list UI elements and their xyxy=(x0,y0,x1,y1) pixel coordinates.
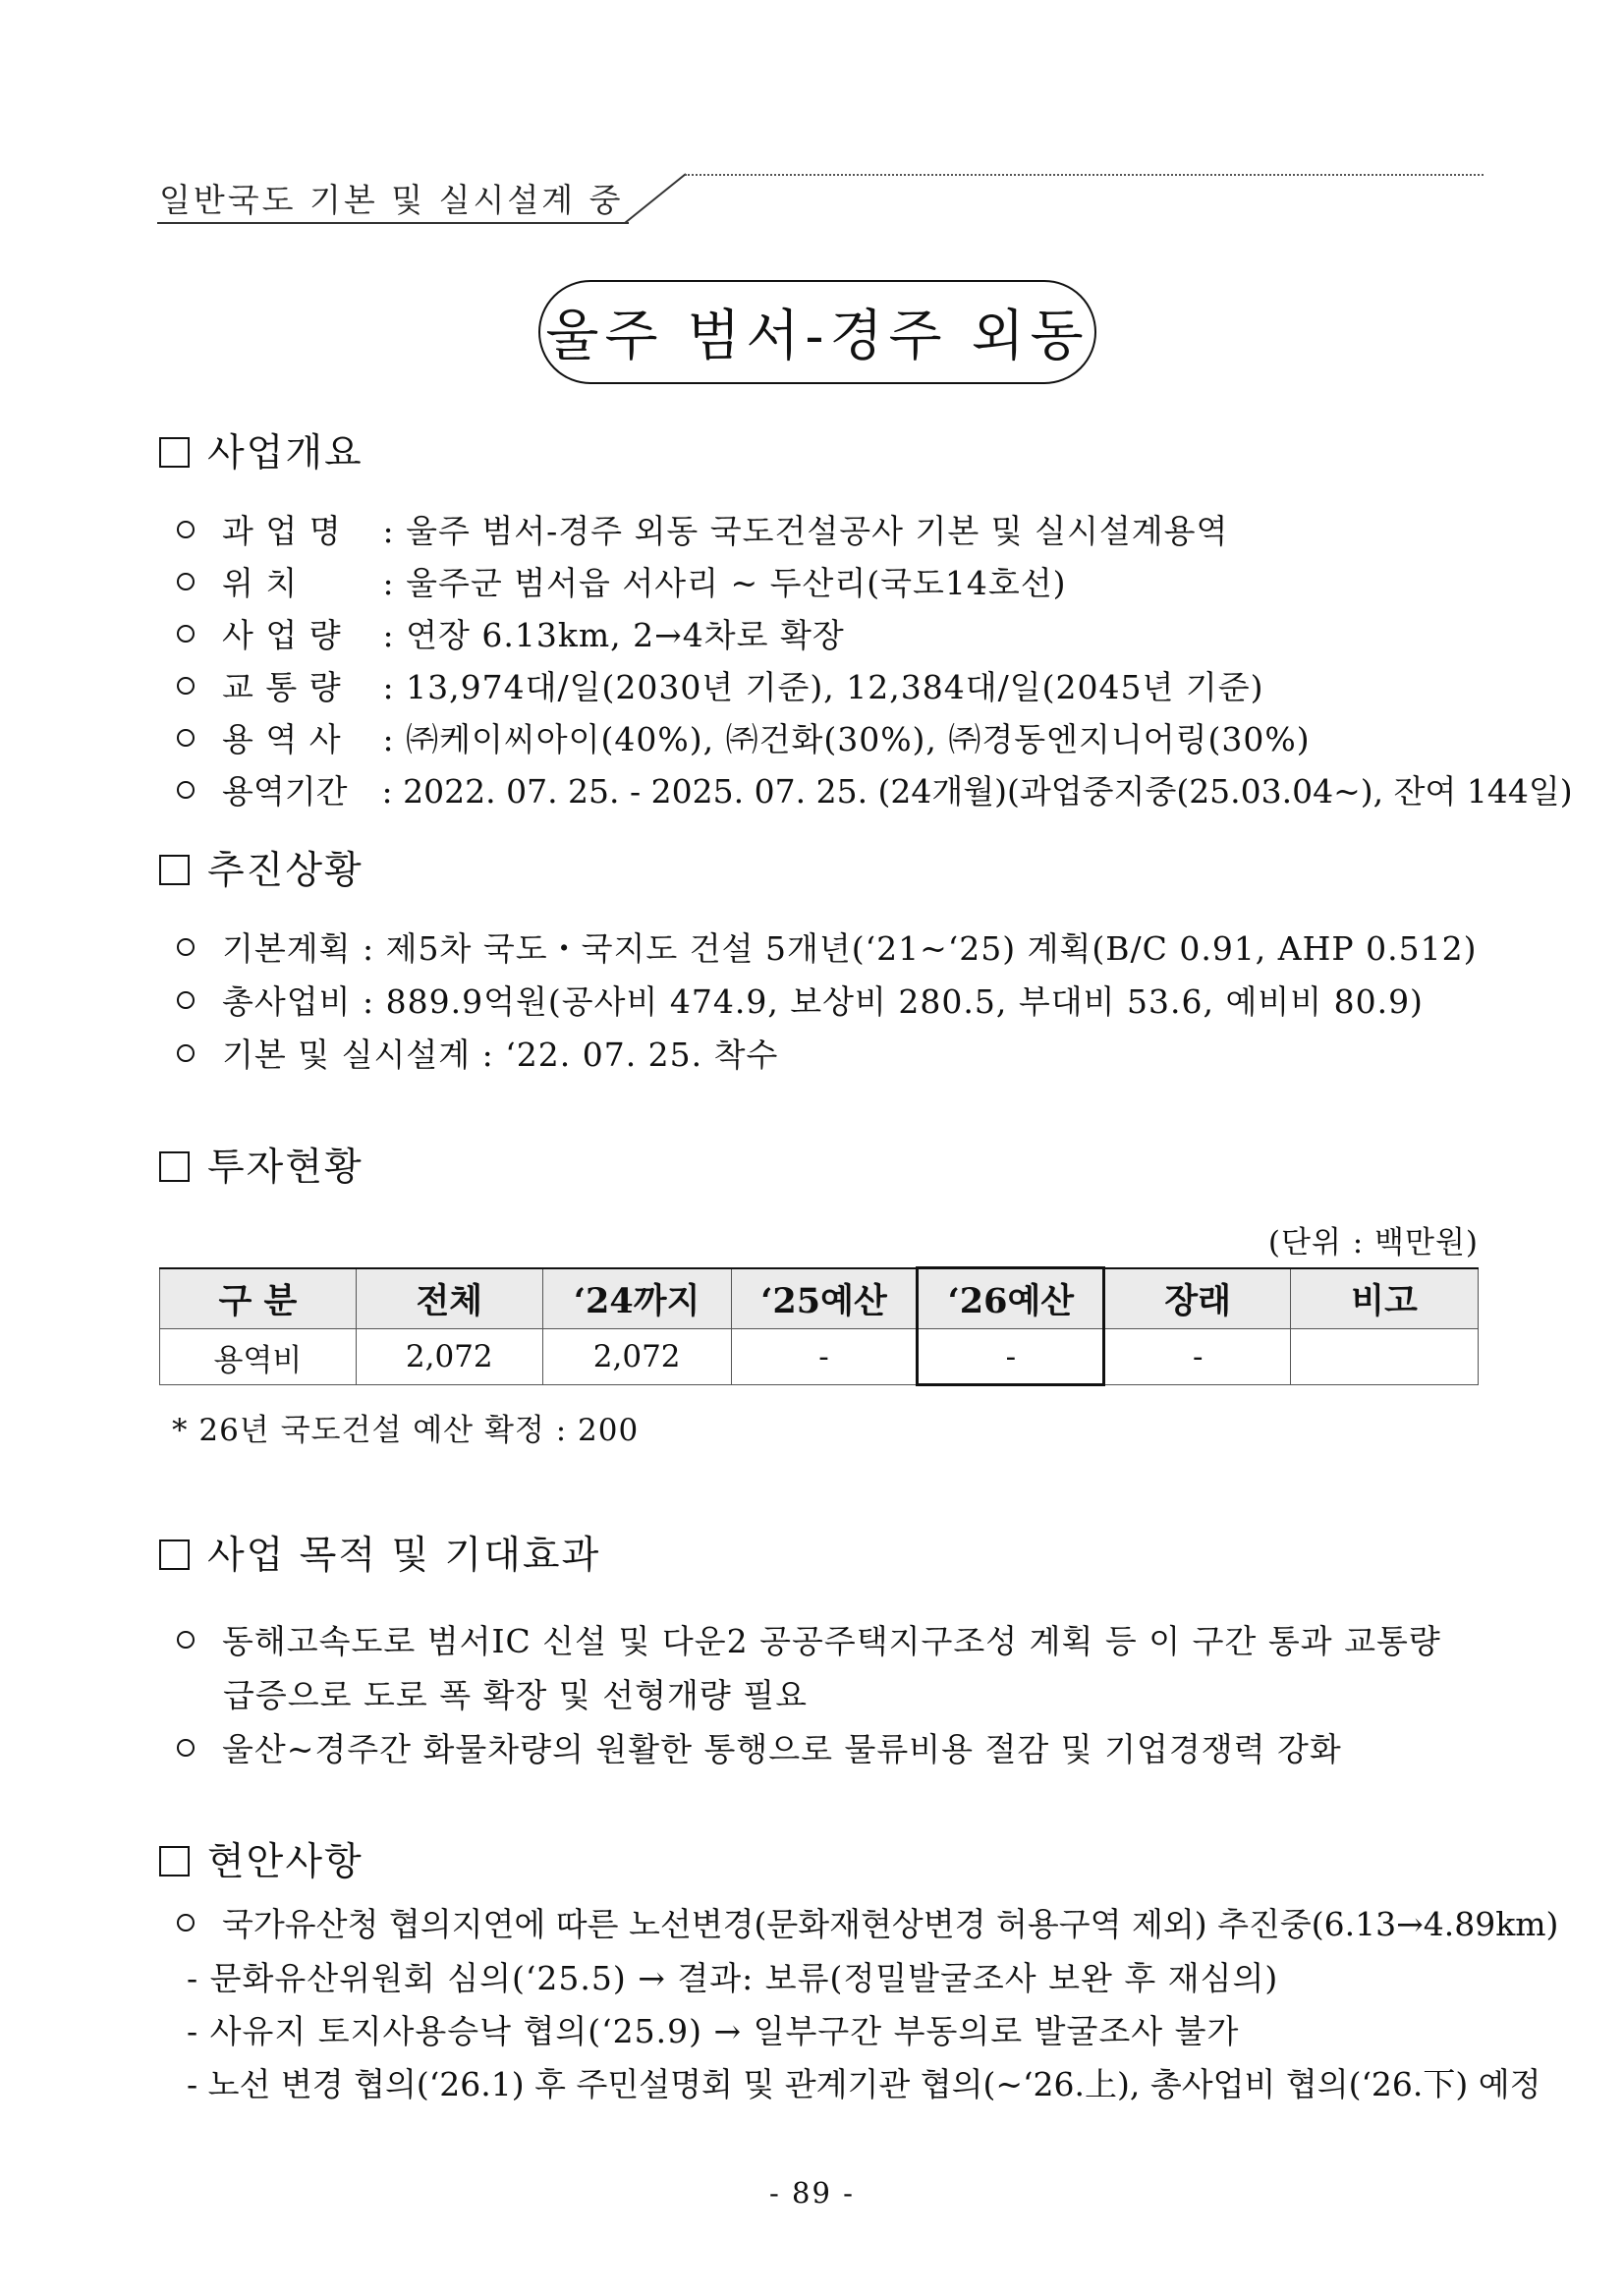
section-heading: 사업개요 xyxy=(207,431,364,476)
section-heading: 사업 목적 및 기대효과 xyxy=(207,1534,601,1578)
item-value: 13,974대/일(2030년 기준), 12,384대/일(2045년 기준) xyxy=(406,668,1264,706)
issues-subitem: - 노선 변경 협의(‘26.1) 후 주민설명회 및 관계기관 협의(~‘26.上), 총사업비 협의(‘26.下) 예정 xyxy=(187,2065,1541,2103)
table-cell: 용역비 xyxy=(160,1329,357,1385)
table-cell xyxy=(1291,1329,1479,1385)
header-underline xyxy=(157,222,629,224)
table-header-cell: ‘24까지 xyxy=(542,1268,731,1329)
table-cell: 2,072 xyxy=(356,1329,542,1385)
table-header-cell: 비고 xyxy=(1291,1268,1479,1329)
item-label: 과 업 명 xyxy=(222,512,342,550)
overview-item: 위 치 : 울주군 범서읍 서사리 ~ 두산리(국도14호선) xyxy=(177,558,1067,604)
issues-subitem: - 문화유산위원회 심의(‘25.5) → 결과: 보류(정밀발굴조사 보완 후 재심의) xyxy=(187,1959,1279,1997)
item-label: 총사업비 xyxy=(222,982,352,1021)
item-value: ‘22. 07. 25. 착수 xyxy=(505,1036,779,1074)
page-number: - 89 - xyxy=(769,2176,855,2210)
issues-item xyxy=(177,1899,1558,1945)
item-label: 기본계획 xyxy=(222,929,352,968)
section-issues xyxy=(159,1831,364,1886)
table-cell: 2,072 xyxy=(542,1329,731,1385)
unit-label: (단위 : 백만원) xyxy=(1267,1225,1479,1260)
item-label: 교 통 량 xyxy=(222,668,342,706)
circle-bullet-icon xyxy=(177,938,195,956)
circle-bullet-icon xyxy=(177,1631,195,1649)
section-progress xyxy=(159,840,364,895)
overview-item: 과 업 명 : 울주 범서-경주 외동 국도건설공사 기본 및 실시설계용역 xyxy=(177,506,1228,552)
progress-item: 기본계획 : 제5차 국도・국지도 건설 5개년(‘21~‘25) 계획(B/C 0.91, AHP 0.512) xyxy=(177,924,1477,970)
item-value: ㈜케이씨아이(40%), ㈜건화(30%), ㈜경동엔지니어링(30%) xyxy=(406,720,1311,758)
item-value: 울주군 범서읍 서사리 ~ 두산리(국도14호선) xyxy=(406,564,1067,602)
item-value: 2022. 07. 25. - 2025. 07. 25. (24개월)(과업중지중(25.03.04~), 잔여 144일) xyxy=(403,772,1573,811)
purpose-item xyxy=(177,1616,1441,1662)
item-value: 연장 6.13km, 2→4차로 확장 xyxy=(406,616,845,654)
budget-note: * 26년 국도건설 예산 확정 : 200 xyxy=(172,1413,640,1448)
progress-item: 총사업비 : 889.9억원(공사비 474.9, 보상비 280.5, 부대비 53.6, 예비비 80.9) xyxy=(177,977,1424,1023)
item-label: 사 업 량 xyxy=(222,616,342,654)
overview-item: 용 역 사 : ㈜케이씨아이(40%), ㈜건화(30%), ㈜경동엔지니어링(30%) xyxy=(177,714,1311,760)
table-header-cell: ‘25예산 xyxy=(731,1268,918,1329)
item-text: 울산~경주간 화물차량의 원활한 통행으로 물류비용 절감 및 기업경쟁력 강화 xyxy=(222,1730,1342,1768)
section-checkbox-icon xyxy=(159,1151,190,1182)
item-label: 용 역 사 xyxy=(222,720,342,758)
item-label: 기본 및 실시설계 xyxy=(222,1036,472,1074)
table-header-cell: 장래 xyxy=(1104,1268,1291,1329)
page-title: 울주 범서-경주 외동 xyxy=(538,280,1096,384)
table-cell: - xyxy=(1104,1329,1291,1385)
circle-bullet-icon xyxy=(177,625,195,643)
item-label: 위 치 xyxy=(222,564,299,602)
item-text: 동해고속도로 범서IC 신설 및 다운2 공공주택지구조성 계획 등 이 구간 통과 교통량 xyxy=(222,1622,1441,1660)
document-category: 일반국도 기본 및 실시설계 중 xyxy=(159,181,624,219)
section-checkbox-icon xyxy=(159,855,190,885)
item-value: 889.9억원(공사비 474.9, 보상비 280.5, 부대비 53.6, 예비비 80.9) xyxy=(385,982,1424,1021)
section-heading: 추진상황 xyxy=(207,849,364,893)
header-slash xyxy=(623,171,688,226)
circle-bullet-icon xyxy=(177,1739,195,1757)
table-header-row xyxy=(160,1268,1479,1329)
section-investment xyxy=(159,1137,364,1192)
circle-bullet-icon xyxy=(177,573,195,590)
table-header-cell: 전체 xyxy=(356,1268,542,1329)
overview-item: 교 통 량 : 13,974대/일(2030년 기준), 12,384대/일(2045년 기준) xyxy=(177,662,1263,708)
item-value: 제5차 국도・국지도 건설 5개년(‘21~‘25) 계획(B/C 0.91, AHP 0.512) xyxy=(385,929,1478,968)
table-cell: - xyxy=(731,1329,918,1385)
section-checkbox-icon xyxy=(159,1846,190,1876)
circle-bullet-icon xyxy=(177,781,195,799)
purpose-item xyxy=(177,1724,1342,1770)
table-header-cell-highlighted: ‘26예산 xyxy=(918,1268,1104,1329)
item-value: 울주 범서-경주 외동 국도건설공사 기본 및 실시설계용역 xyxy=(406,512,1229,550)
circle-bullet-icon xyxy=(177,521,195,538)
section-overview xyxy=(159,422,364,477)
overview-item: 용역기간 : 2022. 07. 25. - 2025. 07. 25. (24개월)(과업중지중(25.03.04~), 잔여 144일) xyxy=(177,766,1573,812)
circle-bullet-icon xyxy=(177,677,195,695)
section-checkbox-icon xyxy=(159,1540,190,1570)
section-heading: 현안사항 xyxy=(207,1840,364,1884)
section-heading: 투자현황 xyxy=(207,1146,364,1190)
item-label: 용역기간 xyxy=(222,772,348,811)
circle-bullet-icon xyxy=(177,729,195,747)
purpose-item-continuation: 급증으로 도로 폭 확장 및 선형개량 필요 xyxy=(223,1676,808,1714)
section-checkbox-icon xyxy=(159,437,190,468)
progress-item: 기본 및 실시설계 : ‘22. 07. 25. 착수 xyxy=(177,1030,778,1076)
table-row xyxy=(160,1329,1479,1385)
header-dotted-rule xyxy=(685,174,1484,176)
investment-table xyxy=(159,1266,1479,1386)
circle-bullet-icon xyxy=(177,991,195,1009)
table-cell-highlighted: - xyxy=(918,1329,1104,1385)
issues-subitem: - 사유지 토지사용승낙 협의(‘25.9) → 일부구간 부동의로 발굴조사 불가 xyxy=(187,2012,1240,2050)
circle-bullet-icon xyxy=(177,1044,195,1062)
table-header-cell: 구 분 xyxy=(160,1268,357,1329)
section-purpose xyxy=(159,1525,600,1580)
overview-item: 사 업 량 : 연장 6.13km, 2→4차로 확장 xyxy=(177,610,845,656)
circle-bullet-icon xyxy=(177,1914,195,1932)
item-text: 국가유산청 협의지연에 따른 노선변경(문화재현상변경 허용구역 제외) 추진중(6.13→4.89km) xyxy=(222,1905,1559,1943)
